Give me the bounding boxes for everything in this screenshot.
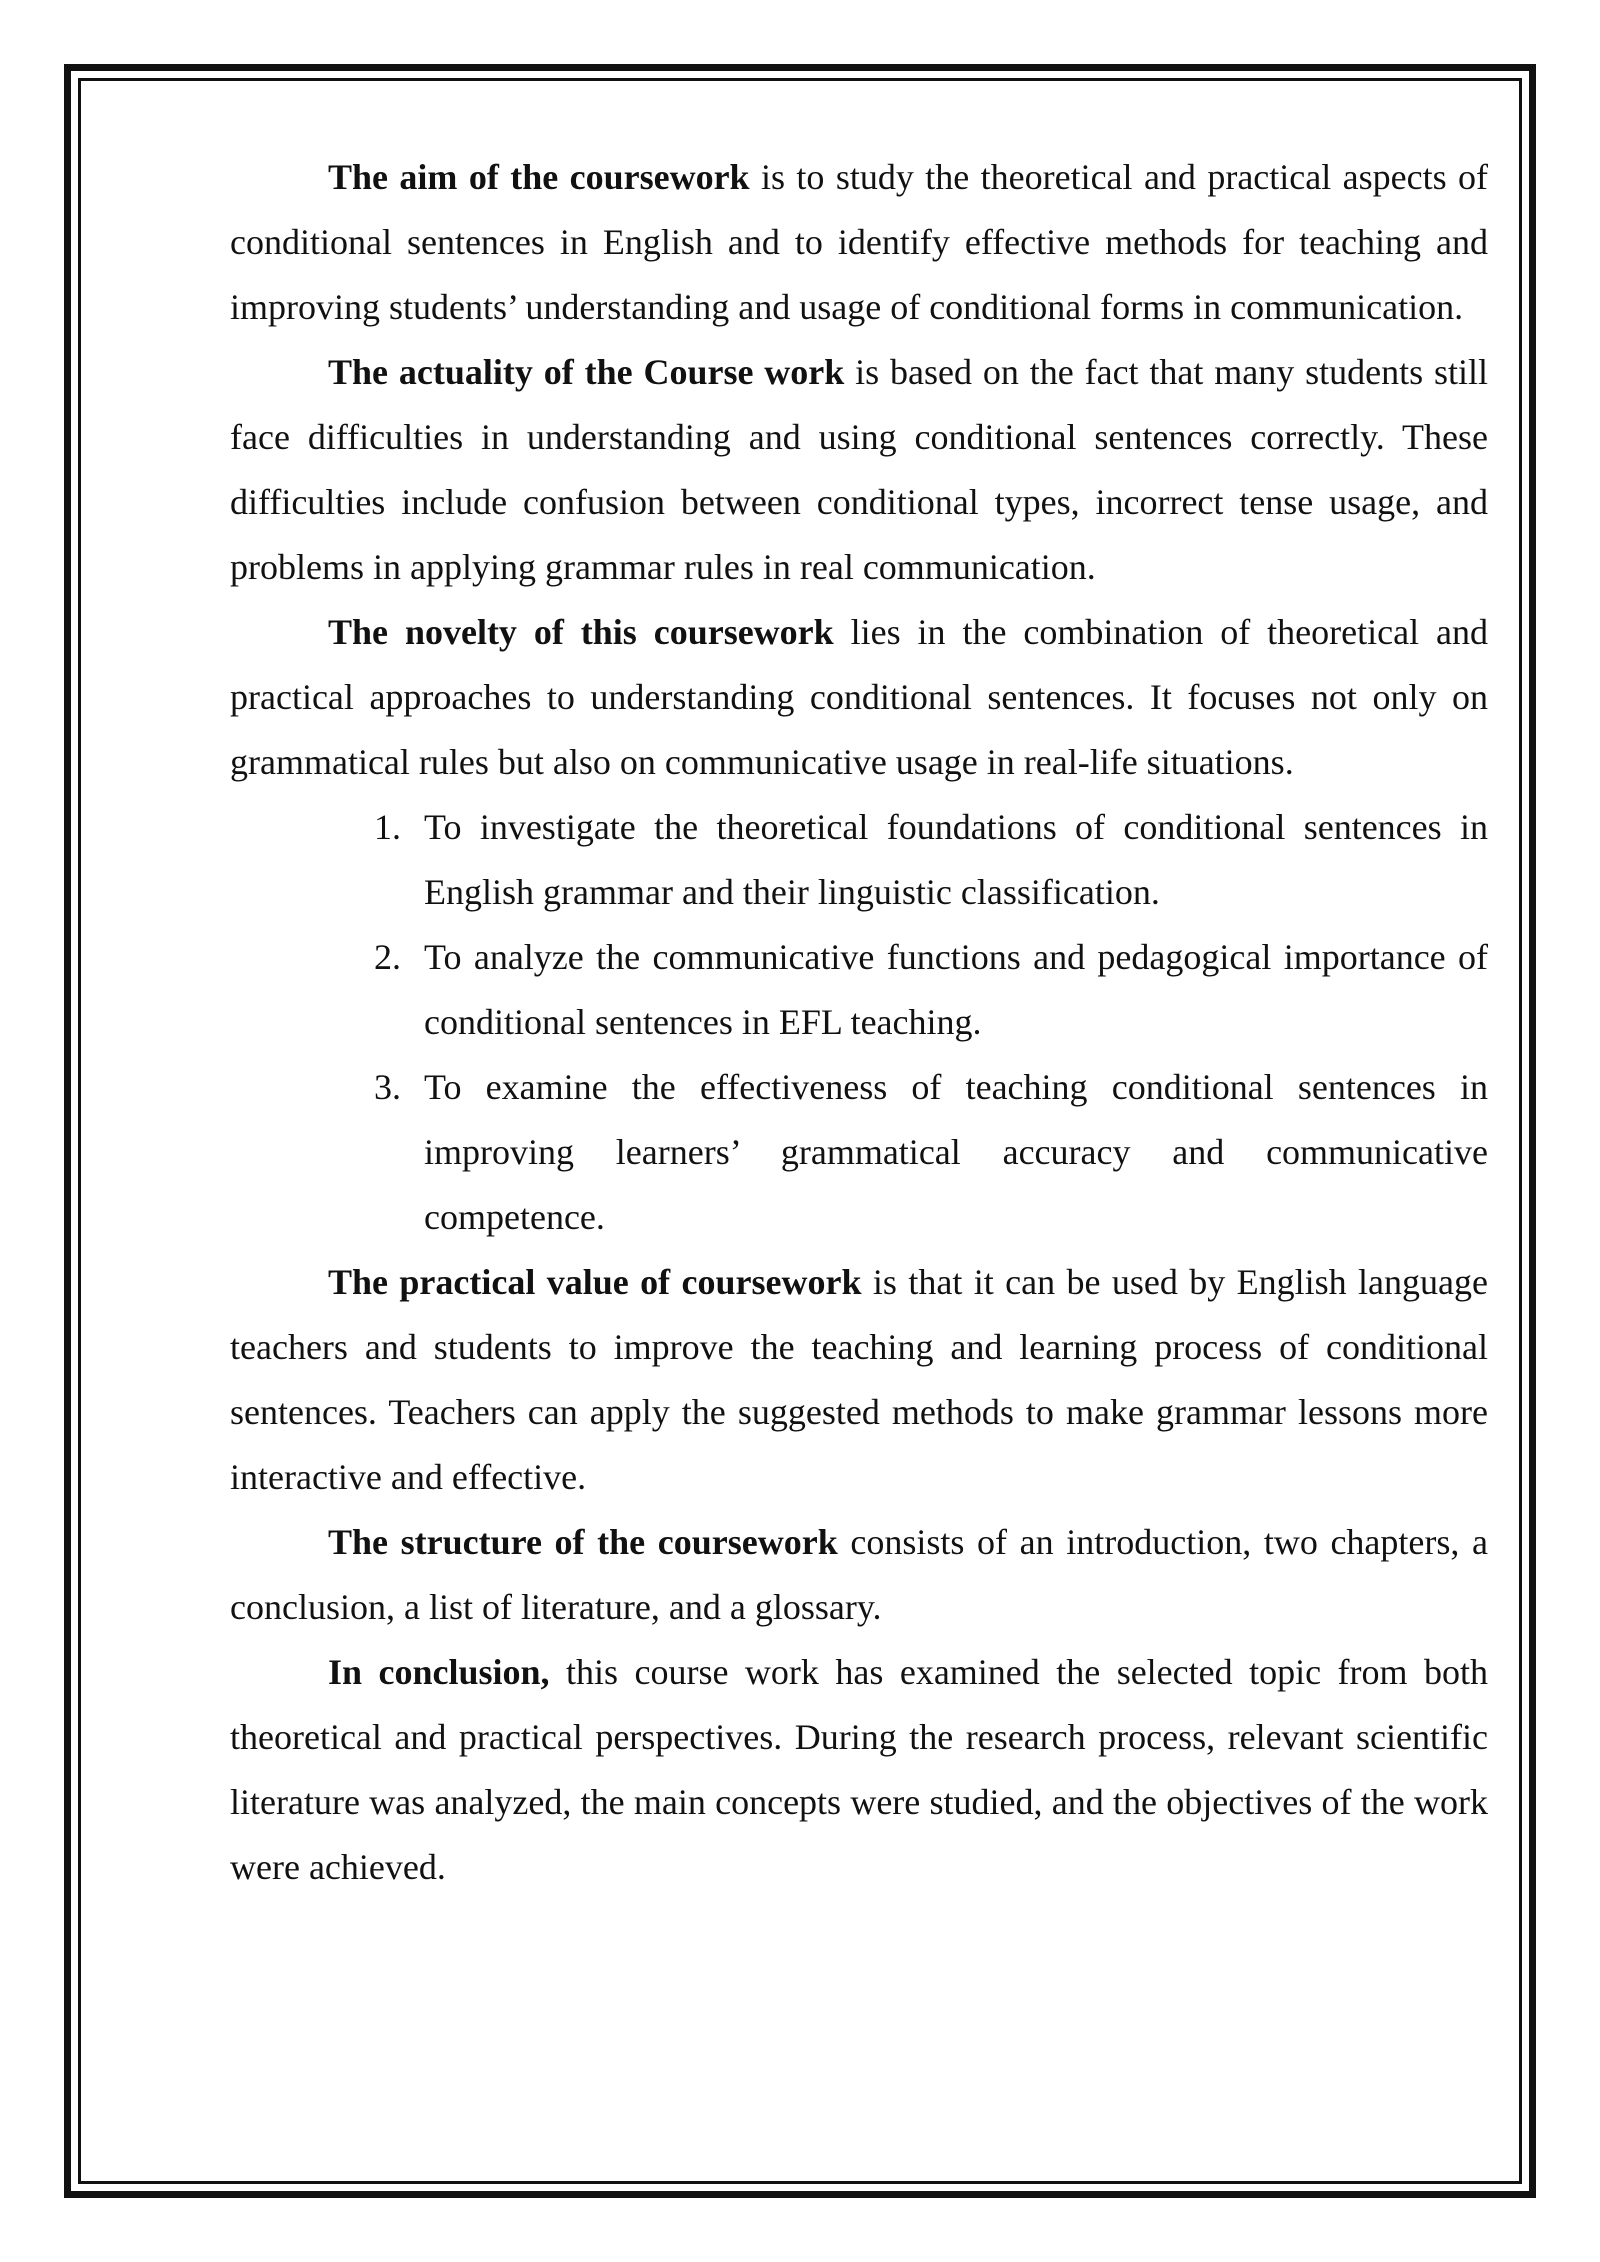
objectives-list bbox=[230, 795, 1488, 1250]
paragraph-conclusion bbox=[230, 1640, 1488, 1900]
list-item-number: 2. bbox=[374, 937, 401, 977]
paragraph-novelty bbox=[230, 600, 1488, 795]
paragraph-text: is to study the theoretical and practical aspects of conditional sentences in English and to identify effective methods for teaching and improving students’ understanding and usage of conditional forms in communication. bbox=[230, 157, 1488, 327]
list-item-text: To investigate the theoretical foundations of conditional sentences in English grammar and their linguistic classification. bbox=[424, 807, 1488, 912]
list-item bbox=[374, 795, 1488, 925]
document-body bbox=[230, 145, 1488, 1900]
list-item-text: To examine the effectiveness of teaching conditional sentences in improving learners’ grammatical accuracy and communicative competence. bbox=[424, 1067, 1488, 1237]
paragraph-text: this course work has examined the selected topic from both theoretical and practical perspectives. During the research process, relevant scientific literature was analyzed, the main concepts were studied, and the objectives of the work were achieved. bbox=[230, 1652, 1488, 1887]
paragraph-text: lies in the combination of theoretical and practical approaches to understanding conditional sentences. It focuses not only on grammatical rules but also on communicative usage in real-life situations. bbox=[230, 612, 1488, 782]
paragraph-practical-value bbox=[230, 1250, 1488, 1510]
list-item-number: 1. bbox=[374, 807, 401, 847]
paragraph-lead: In conclusion, bbox=[328, 1652, 550, 1692]
paragraph-lead: The structure of the coursework bbox=[328, 1522, 838, 1562]
paragraph-aim bbox=[230, 145, 1488, 340]
paragraph-lead: The practical value of coursework bbox=[328, 1262, 862, 1302]
paragraph-text: is based on the fact that many students still face difficulties in understanding and using conditional sentences correctly. These difficulties include confusion between conditional types, incorrect tense usage, and problems in applying grammar rules in real communication. bbox=[230, 352, 1489, 587]
paragraph-lead: The actuality of the Course work bbox=[328, 352, 845, 392]
list-item bbox=[374, 1055, 1488, 1250]
list-item-number: 3. bbox=[374, 1067, 401, 1107]
paragraph-lead: The aim of the coursework bbox=[328, 157, 750, 197]
paragraph-actuality bbox=[230, 340, 1488, 600]
paragraph-text: is that it can be used by English language teachers and students to improve the teaching and learning process of conditional sentences. Teachers can apply the suggested methods to make grammar lessons more interactive and effective. bbox=[230, 1262, 1488, 1497]
list-item-text: To analyze the communicative functions and pedagogical importance of conditional sentences in EFL teaching. bbox=[424, 937, 1488, 1042]
paragraph-structure bbox=[230, 1510, 1488, 1640]
paragraph-text: consists of an introduction, two chapters, a conclusion, a list of literature, and a glossary. bbox=[230, 1522, 1488, 1627]
list-item bbox=[374, 925, 1488, 1055]
paragraph-lead: The novelty of this coursework bbox=[328, 612, 834, 652]
